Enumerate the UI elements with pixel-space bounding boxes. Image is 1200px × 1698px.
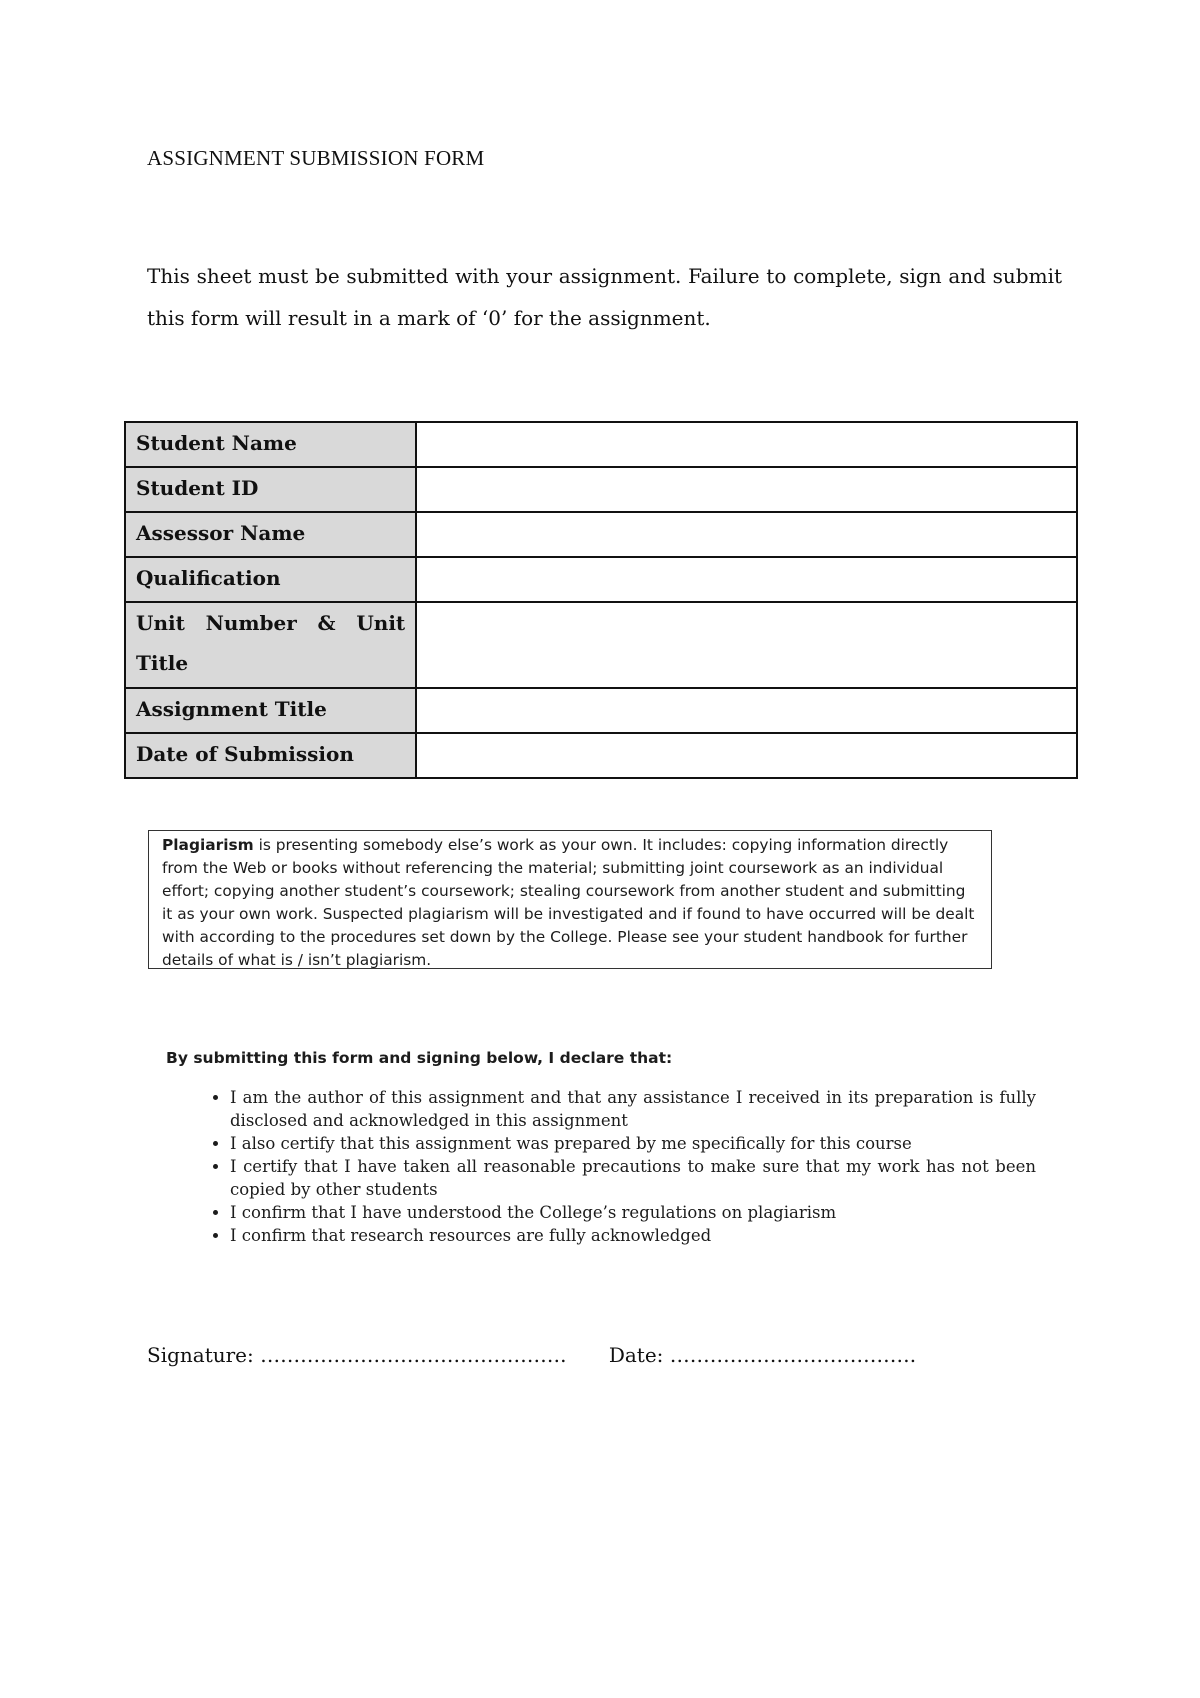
declaration-list	[166, 1086, 1036, 1247]
qualification-field[interactable]	[416, 557, 1077, 602]
table-row	[125, 422, 1077, 467]
table-row	[125, 602, 1077, 688]
form-title: ASSIGNMENT SUBMISSION FORM	[147, 146, 485, 170]
signature-line[interactable]: Signature: ……………………………………….	[147, 1343, 567, 1367]
table-row	[125, 557, 1077, 602]
unit-number-title-field[interactable]	[416, 602, 1077, 688]
list-item: • I certify that I have taken all reasonable precautions to make sure that my work has not been copied by other students	[230, 1155, 1036, 1201]
date-line[interactable]: Date: ……………………………….	[608, 1343, 917, 1367]
declaration-heading: By submitting this form and signing below, I declare that:	[166, 1049, 673, 1067]
list-item: • I am the author of this assignment and that any assistance I received in its preparation is fully disclosed and acknowledged in this assignment	[230, 1086, 1036, 1132]
date-of-submission-field[interactable]	[416, 733, 1077, 778]
plagiarism-term: Plagiarism	[162, 836, 254, 854]
plagiarism-notice	[148, 830, 992, 969]
signature-row	[147, 1343, 916, 1367]
assessor-name-field[interactable]	[416, 512, 1077, 557]
student-id-field[interactable]	[416, 467, 1077, 512]
list-item: • I confirm that I have understood the College’s regulations on plagiarism	[230, 1201, 1036, 1224]
assignment-title-label: Assignment Title	[125, 688, 416, 733]
intro-text: This sheet must be submitted with your assignment. Failure to complete, sign and submit this form will result in a mark of ‘0’ for the assignment.	[147, 264, 1062, 330]
list-item: • I confirm that research resources are fully acknowledged	[230, 1224, 1036, 1247]
table-row	[125, 688, 1077, 733]
unit-number-title-label: Unit Number & Unit Title	[125, 602, 416, 688]
table-row	[125, 467, 1077, 512]
qualification-label: Qualification	[125, 557, 416, 602]
student-name-label: Student Name	[125, 422, 416, 467]
student-details-table	[124, 421, 1078, 779]
table-row	[125, 512, 1077, 557]
intro-paragraph	[147, 255, 1062, 339]
table-row	[125, 733, 1077, 778]
assignment-title-field[interactable]	[416, 688, 1077, 733]
student-id-label: Student ID	[125, 467, 416, 512]
date-of-submission-label: Date of Submission	[125, 733, 416, 778]
plagiarism-text: is presenting somebody else’s work as your own. It includes: copying information directly from the Web or books without referencing the material; submitting joint coursework as an individual effort; copying another student’s coursework; stealing coursework from another student and submitting it as your own work. Suspected plagiarism will be investigated and if found to have occurred will be dealt with according to the procedures set down by the College. Please see your student handbook for further details of what is / isn’t plagiarism.	[162, 836, 975, 969]
student-name-field[interactable]	[416, 422, 1077, 467]
assessor-name-label: Assessor Name	[125, 512, 416, 557]
list-item: • I also certify that this assignment was prepared by me specifically for this course	[230, 1132, 1036, 1155]
